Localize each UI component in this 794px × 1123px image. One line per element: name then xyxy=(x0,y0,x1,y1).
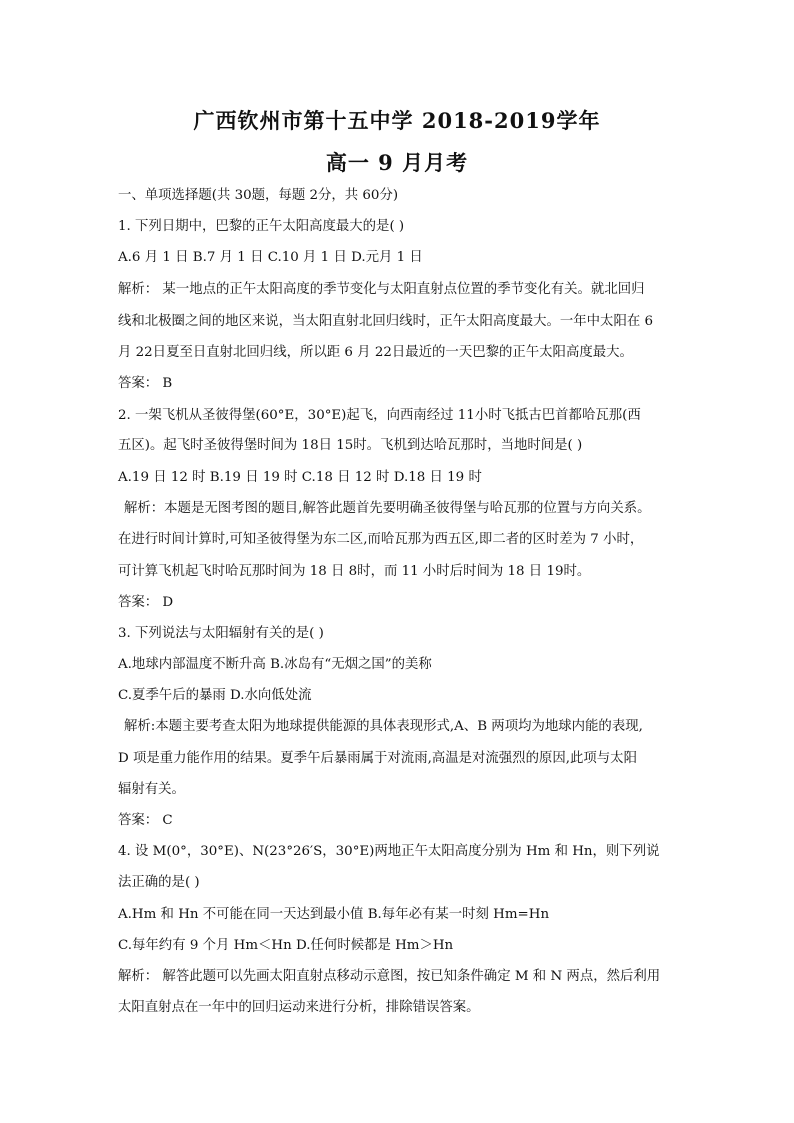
question-1-analysis-line-3: 月 22日夏至日直射北回归线，所以距 6 月 22日最近的一天巴黎的正午太阳高度最大。 xyxy=(118,345,633,360)
question-3-options-line-2: C.夏季午后的暴雨 D.水向低处流 xyxy=(118,688,312,703)
question-1-stem: 1. 下列日期中，巴黎的正午太阳高度最大的是( ) xyxy=(118,219,405,234)
question-4-stem-line-2: 法正确的是( ) xyxy=(118,875,200,890)
question-2-answer: 答案： D xyxy=(118,595,174,610)
question-1-answer: 答案： B xyxy=(118,376,173,391)
question-1-analysis-line-1: 解析： 某一地点的正午太阳高度的季节变化与太阳直射点位置的季节变化有关。就北回归 xyxy=(118,282,645,297)
question-2-stem-line-2: 五区)。起飞时圣彼得堡时间为 18日 15时。飞机到达哈瓦那时，当地时间是( ) xyxy=(118,438,583,453)
question-4-analysis-line-2: 太阳直射点在一年中的回归运动来进行分析，排除错误答案。 xyxy=(118,1000,480,1015)
question-3-analysis-line-3: 辐射有关。 xyxy=(118,782,185,797)
document-subtitle: 高一 9 月月考 xyxy=(325,150,469,175)
question-4-analysis-line-1: 解析： 解答此题可以先画太阳直射点移动示意图，按已知条件确定 M 和 N 两点，然后利用 xyxy=(118,969,661,984)
question-3-analysis-line-2: D 项是重力能作用的结果。夏季午后暴雨属于对流雨,高温是对流强烈的原因,此项与太阳 xyxy=(118,751,637,766)
question-3-answer: 答案： C xyxy=(118,813,173,828)
question-2-analysis-line-3: 可计算飞机起飞时哈瓦那时间为 18 日 8时，而 11 小时后时间为 18 日 19时。 xyxy=(118,564,591,579)
question-4-options-line-1: A.Hm 和 Hn 不可能在同一天达到最小值 B.每年必有某一时刻 Hm=Hn xyxy=(118,907,550,922)
question-3-stem: 3. 下列说法与太阳辐射有关的是( ) xyxy=(118,626,324,641)
question-2-analysis-line-1: 解析：本题是无图考图的题目,解答此题首先要明确圣彼得堡与哈瓦那的位置与方向关系。 xyxy=(124,501,651,516)
document-title: 广西钦州市第十五中学 2018-2019学年 xyxy=(193,108,601,133)
question-3-analysis-line-1: 解析:本题主要考查太阳为地球提供能源的具体表现形式,A、B 两项均为地球内能的表现, xyxy=(124,719,643,734)
question-1-analysis-line-2: 线和北极圈之间的地区来说，当太阳直射北回归线时，正午太阳高度最大。一年中太阳在 6 xyxy=(118,314,654,329)
question-2-analysis-line-2: 在进行时间计算时,可知圣彼得堡为东二区,而哈瓦那为西五区,即二者的区时差为 7 小时， xyxy=(118,532,644,547)
question-1-options: A.6 月 1 日 B.7 月 1 日 C.10 月 1 日 D.元月 1 日 xyxy=(118,250,423,265)
question-4-stem-line-1: 4. 设 M(0°，30°E)、N(23°26′S，30°E)两地正午太阳高度分别为 Hm 和 Hn，则下列说 xyxy=(118,844,660,859)
section-heading: 一、单项选择题(共 30题，每题 2分，共 60分) xyxy=(118,188,399,203)
question-2-stem-line-1: 2. 一架飞机从圣彼得堡(60°E，30°E)起飞，向西南经过 11小时飞抵古巴首都哈瓦那(西 xyxy=(118,408,641,423)
question-4-options-line-2: C.每年约有 9 个月 Hm＜Hn D.任何时候都是 Hm＞Hn xyxy=(118,938,454,953)
question-2-options: A.19 日 12 时 B.19 日 19 时 C.18 日 12 时 D.18 日 19 时 xyxy=(118,470,482,485)
question-3-options-line-1: A.地球内部温度不断升高 B.冰岛有“无烟之国”的美称 xyxy=(118,657,432,672)
